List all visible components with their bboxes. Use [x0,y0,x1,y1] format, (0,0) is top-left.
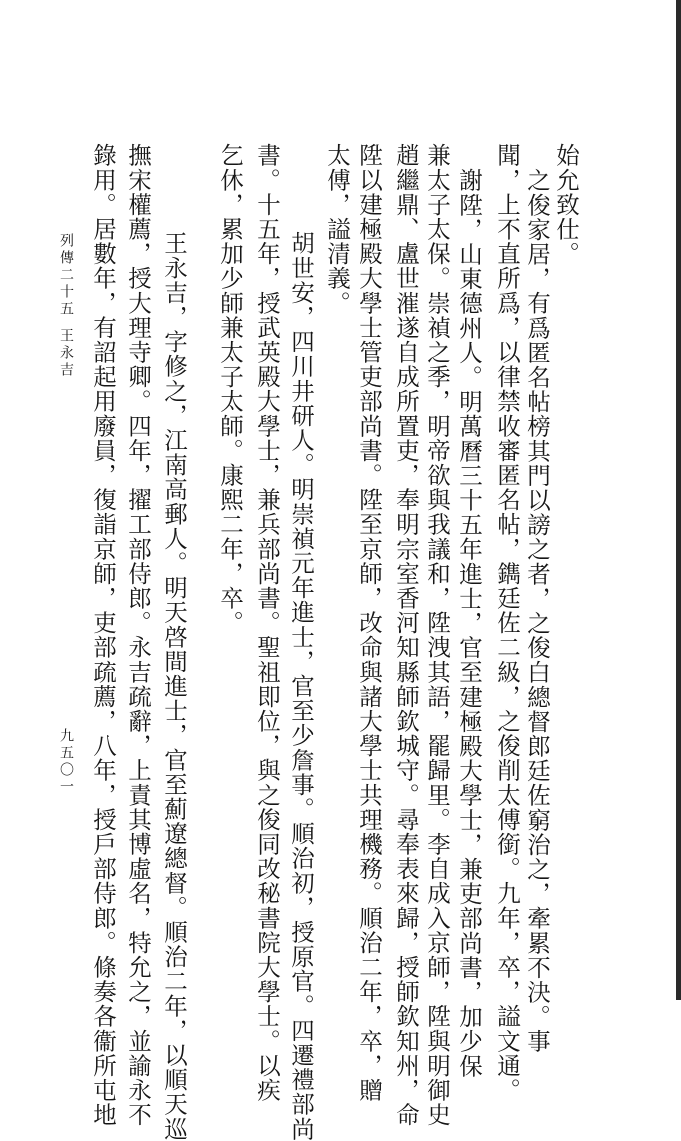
text-column-7: 陞以建極殿大學士管吏部尚書。陞至京師，改命與諸大學士共理機務。順治二年，卒，贈 [355,143,383,1103]
footer-page-number: 九五〇一 [58,728,74,796]
text-column-11: 乞休，累加少師兼太子太師。康熙二年，卒。 [216,143,244,635]
scan-border [676,0,681,1000]
text-column-12: 王永吉，字修之，江南高郵人。明天啓間進士，官至薊遼總督。順治二年，以順天巡 [160,231,188,1141]
text-column-10: 書。十五年，授武英殿大學士，兼兵部尚書。聖祖即位，與之俊同改秘書院大學士。以疾 [253,143,281,1103]
text-column-2: 之俊家居，有爲匿名帖榜其門以謗之者，之俊白總督郎廷佐窮治之，牽累不決。事 [523,168,551,1054]
text-column-14: 錄用。居數年，有詔起用廢員，復詣京師，吏部疏薦，八年，授戶部侍郎。條奏各衞所屯地 [89,143,117,1127]
text-column-1: 始允致仕。 [552,143,580,266]
text-column-3: 聞，上不直所爲，以律禁收審匿名帖，鐫廷佐二級，之俊削太傅銜。九年，卒，謚文通。 [493,143,521,1103]
text-column-4: 謝陞，山東德州人。明萬曆三十五年進士，官至建極殿大學士，兼吏部尚書，加少保 [455,168,483,1079]
footer-section-title: 列傳二十五 [58,233,74,318]
text-column-5: 兼太子太保。崇禎之季，明帝欲與我議和，陞洩其語，罷歸里。李自成入京師，陞與明御史 [423,143,451,1127]
text-column-6: 趙繼鼎、盧世漼遂自成所置吏，奉明宗室香河知縣師欽城守。尋奉表來歸，授師欽知州，命 [392,143,420,1127]
footer-biography-name: 王永吉 [58,328,74,379]
text-column-13: 撫宋權薦，授大理寺卿。四年，擢工部侍郎。永吉疏辭，上責其博虛名，特允之，並諭永不 [124,143,152,1127]
text-column-9: 胡世安，四川井研人。明崇禎元年進士，官至少詹事。順治初，授原官。四遷禮部尚 [287,231,315,1141]
text-column-8: 太傅，謚清義。 [323,143,351,316]
